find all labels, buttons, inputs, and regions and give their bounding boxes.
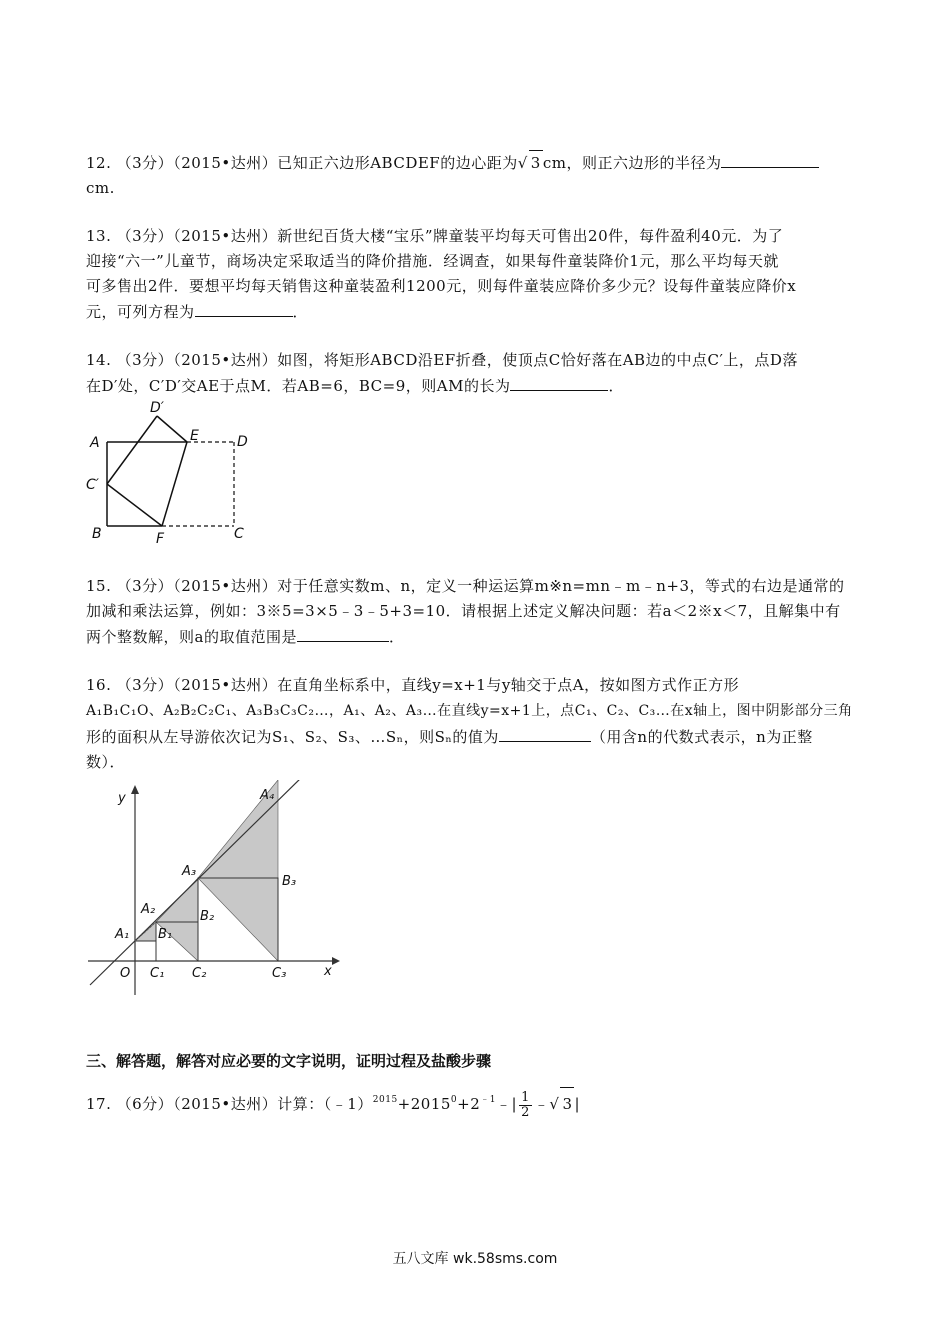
q16-label-b2: B₂: [200, 909, 215, 924]
q17-radical: 3: [560, 1087, 574, 1120]
q16-label-o: O: [120, 966, 131, 981]
q14-answer-blank[interactable]: [510, 373, 608, 391]
q13-period: ．: [292, 303, 309, 321]
q16-x-arrow-icon: [332, 957, 340, 965]
section-3-heading: 三、解答题，解答对应必要的文字说明，证明过程及盐酸步骤: [86, 1052, 492, 1070]
q16-y-arrow-icon: [131, 785, 139, 794]
q15-answer-blank[interactable]: [297, 624, 389, 642]
q16-source: （2015•达州）: [173, 676, 278, 694]
q17-score: （6分）: [116, 1095, 174, 1113]
q13-line2: 迎接“六一”儿童节，商场决定采取适当的降价措施．经调查，如果每件童装降价1元，那么平均每天就: [86, 252, 779, 270]
q17-frac-den: 2: [521, 1104, 530, 1120]
q15-line1: 对于任意实数m、n，定义一种运运算m※n=mn﹣m﹣n+3，等式的右边是通常的: [277, 577, 845, 595]
q14-score: （3分）: [116, 351, 174, 369]
question-13: [86, 224, 866, 325]
q13-score: （3分）: [116, 227, 174, 245]
q16-label-b1: B₁: [158, 927, 173, 942]
q14-period: ．: [608, 377, 624, 395]
question-15: [86, 574, 866, 650]
q13-line1: 新世纪百货大楼“宝乐”牌童装平均每天可售出20件，每件盈利40元．为了: [277, 227, 784, 245]
q14-label-c: C: [234, 526, 244, 542]
q17-text-f: |: [574, 1095, 581, 1113]
q17-text-b: +2015: [397, 1095, 451, 1113]
q16-number: 16.: [86, 676, 112, 694]
q14-figure: [82, 398, 262, 548]
q16-label-y: y: [118, 791, 126, 806]
q12-score: （3分）: [116, 154, 174, 172]
q12-text-b: cm，则正六边形的半径为: [542, 154, 722, 172]
question-17: 17. （6分）（2015•达州）计算：$(﹣1)^{2015}+2015^0+2^{﹣1}﹣|$ $\frac{1}{2}$ ﹣√ 3 |: [86, 1084, 866, 1120]
q16-label-b3: B₃: [282, 874, 297, 889]
q14-label-a: A: [90, 435, 100, 451]
q14-label-d: D: [237, 434, 248, 450]
q13-answer-blank[interactable]: [195, 299, 293, 317]
q12-unit: cm.: [86, 179, 115, 197]
q16-label-x: x: [324, 964, 332, 979]
q14-line1: 如图，将矩形ABCD沿EF折叠，使顶点C恰好落在AB边的中点C′上，点D落: [277, 351, 798, 369]
q14-number: 14.: [86, 351, 112, 369]
footer-watermark: 五八文库 wk.58sms.com: [392, 1251, 558, 1267]
q17-text-a: 计算：（﹣1）: [277, 1095, 373, 1113]
q14-line2: 在D′处，C′D′交AE于点M．若AB=6，BC=9，则AM的长为: [86, 377, 511, 395]
q16-square-1: [135, 941, 156, 961]
q15-period: ．: [388, 628, 405, 646]
q15-score: （3分）: [116, 577, 174, 595]
q14-fold-cp-f: [107, 484, 162, 526]
q14-fold-dp-e: [157, 416, 187, 442]
q12-answer-blank[interactable]: [721, 150, 819, 168]
q15-line2: 加减和乘法运算，例如：3※5=3×5﹣3﹣5+3=10．请根据上述定义解决问题：若a＜2※x＜7，且解集中有: [86, 602, 841, 620]
q16-label-a3: A₃: [182, 864, 197, 879]
q15-number: 15.: [86, 577, 112, 595]
q16-label-c3: C₃: [272, 966, 287, 981]
q14-label-f: F: [156, 531, 165, 547]
q14-label-dp: D′: [150, 400, 164, 416]
q15-source: （2015•达州）: [173, 577, 278, 595]
q17-number: 17.: [86, 1095, 112, 1113]
q16-answer-blank[interactable]: [499, 724, 591, 742]
q16-label-c2: C₂: [192, 966, 207, 981]
q14-label-b: B: [92, 526, 102, 542]
question-16: [86, 673, 866, 775]
q16-line1: 在直角坐标系中，直线y=x+1与y轴交于点A，按如图方式作正方形: [277, 676, 740, 694]
q16-line4: 数）．: [86, 753, 126, 771]
q16-line3-tail: （用含n的代数式表示，n为正整: [590, 728, 813, 746]
q15-line3: 两个整数解，则a的取值范围是: [86, 628, 297, 646]
q17-text-c: +2: [457, 1095, 481, 1113]
q17-exp-neg1: ﹣1: [480, 1095, 497, 1105]
q16-label-c1: C₁: [150, 966, 165, 981]
q16-shade-s3: [198, 780, 278, 961]
question-12: 12. （3分）（2015•达州）已知正六边形ABCDEF的边心距为√ 3 cm，则正六边形的半径为 cm.: [86, 150, 866, 201]
question-14: [86, 348, 866, 399]
q14-source: （2015•达州）: [173, 351, 278, 369]
q17-frac-num: 1: [521, 1089, 530, 1105]
q13-source: （2015•达州）: [173, 227, 278, 245]
q17-source: （2015•达州）: [173, 1095, 278, 1113]
q14-fold-ef: [162, 442, 187, 526]
q17-text-e: ﹣: [533, 1095, 550, 1113]
q17-fraction: [519, 1091, 532, 1120]
q14-label-cp: C′: [86, 477, 99, 493]
q12-text: 已知正六边形ABCDEF的边心距为: [277, 154, 518, 172]
q16-score: （3分）: [116, 676, 174, 694]
q13-line4: 元，可列方程为: [86, 303, 195, 321]
q16-line2: A₁B₁C₁O、A₂B₂C₂C₁、A₃B₃C₃C₂…，A₁、A₂、A₃…在直线y=x+1上，点C₁、C₂、C₃…在x轴上，图中阴影部分三角: [86, 703, 853, 719]
q17-exp-0: 0: [450, 1095, 458, 1105]
q12-radical: 3: [529, 150, 543, 176]
q16-label-a2: A₂: [141, 902, 156, 917]
q16-line3: 形的面积从左导游依次记为S₁、S₂、S₃、…Sₙ，则Sₙ的值为: [86, 728, 499, 746]
q13-number: 13.: [86, 227, 112, 245]
q16-shade-s2: [156, 878, 198, 961]
q16-figure: [82, 780, 342, 1000]
q14-label-e: E: [190, 428, 199, 444]
q13-line3: 可多售出2件．要想平均每天销售这种童装盈利1200元，则每件童装应降价多少元？设每件童装应降价x: [86, 277, 797, 295]
q12-source: （2015•达州）: [173, 154, 278, 172]
q12-number: 12.: [86, 154, 112, 172]
q17-text-d: ﹣|: [496, 1095, 518, 1113]
q16-label-a1: A₁: [115, 927, 130, 942]
q14-fold-cp-dp: [107, 416, 157, 484]
q17-exp-2015: 2015: [372, 1095, 398, 1105]
q16-label-a4: A₄: [260, 788, 275, 803]
